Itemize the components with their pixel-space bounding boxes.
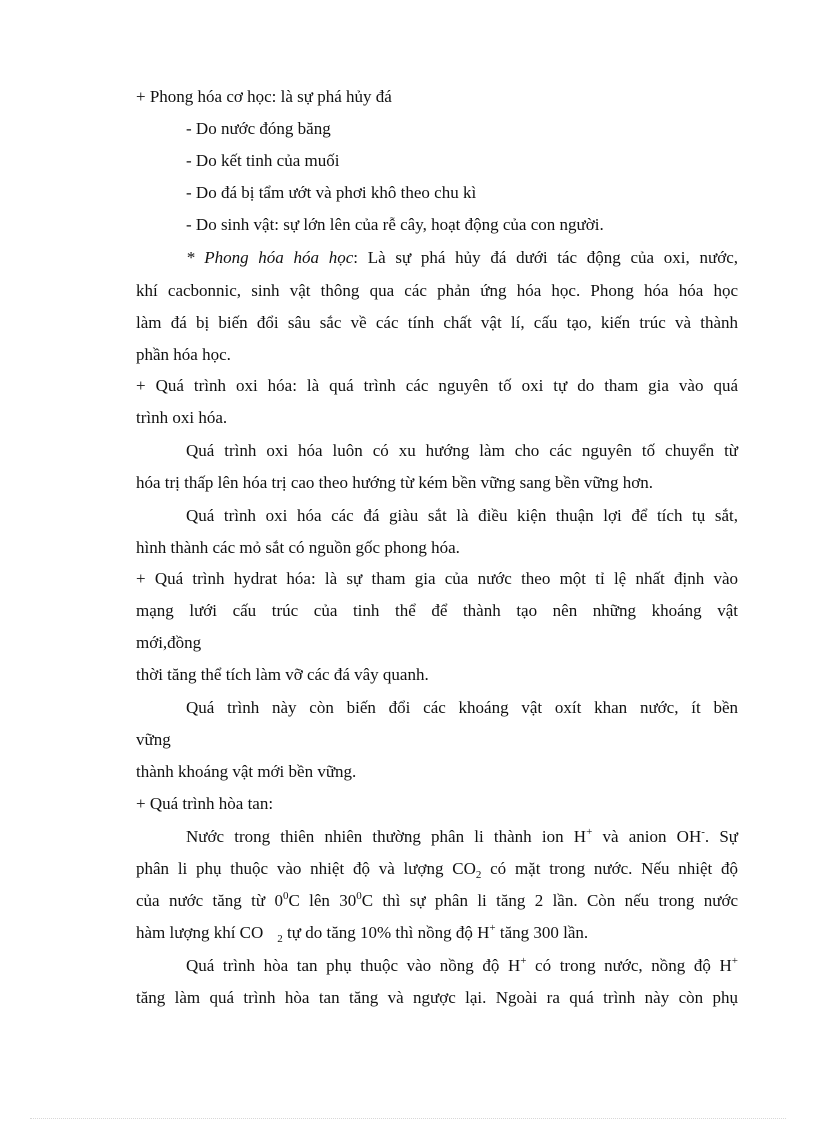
superscript: + xyxy=(489,922,496,934)
page-bottom-divider xyxy=(30,1118,786,1119)
list-item: - Do sinh vật: sự lớn lên của rễ cây, hoạt động của con người. xyxy=(186,215,604,234)
text-line xyxy=(186,956,738,976)
superscript: + xyxy=(520,955,527,967)
text-run: hàm lượng khí CO xyxy=(136,923,264,942)
text-run: có mặt trong nước. Nếu nhiệt độ xyxy=(481,859,739,878)
text-run: C thì sự phân li tăng 2 lần. Còn nếu trong nước xyxy=(361,891,739,910)
text-line xyxy=(136,923,738,943)
text-line: mới,đồng xyxy=(136,633,202,652)
text-run: tăng 300 lần. xyxy=(495,923,589,942)
text-line: thời tăng thể tích làm vỡ các đá vây quanh. xyxy=(136,665,429,684)
dissolution-heading: + Quá trình hòa tan: xyxy=(136,794,274,813)
text-line: hình thành các mỏ sắt có nguồn gốc phong hóa. xyxy=(136,538,460,557)
text-line: Quá trình oxi hóa luôn có xu hướng làm cho các nguyên tố chuyển từ xyxy=(186,441,738,460)
text-run: . Sự xyxy=(704,827,738,846)
list-item: - Do đá bị tẩm ướt và phơi khô theo chu kì xyxy=(186,183,477,202)
text-line: thành khoáng vật mới bền vững. xyxy=(136,762,357,781)
chemical-weathering-line xyxy=(186,248,738,268)
list-item: - Do nước đóng băng xyxy=(186,119,331,138)
text-run: có trong nước, nồng độ H xyxy=(526,956,732,975)
text-run: Quá trình hòa tan phụ thuộc vào nồng độ H xyxy=(186,956,521,975)
subscript: 2 xyxy=(277,933,283,945)
text-run: của nước tăng từ 0 xyxy=(136,891,283,910)
text-run: phân li phụ thuộc vào nhiệt độ và lượng CO xyxy=(136,859,476,878)
text-line: hóa trị thấp lên hóa trị cao theo hướng từ kém bền vững sang bền vững hơn. xyxy=(136,473,654,492)
text-line: phần hóa học. xyxy=(136,345,231,364)
text-run: Nước trong thiên nhiên thường phân li thành ion H xyxy=(186,827,587,846)
text-line: vững xyxy=(136,730,171,749)
superscript: 0 xyxy=(282,890,289,902)
text-line: Quá trình oxi hóa các đá giàu sắt là điều kiện thuận lợi để tích tụ sắt, xyxy=(186,506,738,525)
text-line: khí cacbonnic, sinh vật thông qua các phản ứng hóa học. Phong hóa hóa học xyxy=(136,281,738,300)
text-line: trình oxi hóa. xyxy=(136,408,228,427)
superscript: + xyxy=(731,955,738,967)
text-line: Quá trình này còn biến đổi các khoáng vật oxít khan nước, ít bền xyxy=(186,698,738,717)
superscript: 0 xyxy=(356,890,362,902)
text-line xyxy=(186,827,738,847)
text-line: làm đá bị biến đổi sâu sắc về các tính chất vật lí, cấu tạo, kiến trúc và thành xyxy=(136,313,738,332)
chemical-weathering-title: * Phong hóa hóa học xyxy=(186,248,354,267)
text-line xyxy=(136,891,738,911)
superscript: - xyxy=(701,826,705,838)
text-run: C lên 30 xyxy=(288,891,357,910)
text-run: và anion OH xyxy=(592,827,702,846)
text-line: mạng lưới cấu trúc của tinh thể để thành tạo nên những khoáng vật xyxy=(136,601,738,620)
text-run: tự do tăng 10% thì nồng độ H xyxy=(282,923,490,942)
subscript: 2 xyxy=(475,869,482,881)
hydration-heading: + Quá trình hydrat hóa: là sự tham gia của nước theo một tỉ lệ nhất định vào xyxy=(136,569,738,588)
list-item: - Do kết tinh của muối xyxy=(186,151,340,170)
mechanical-weathering-heading: + Phong hóa cơ học: là sự phá hủy đá xyxy=(136,87,392,106)
text-line xyxy=(136,859,738,879)
text-run: : Là sự phá hủy đá dưới tác động của oxi, nước, xyxy=(353,248,738,267)
text-line: tăng làm quá trình hòa tan tăng và ngược lại. Ngoài ra quá trình này còn phụ xyxy=(136,988,738,1007)
oxidation-heading: + Quá trình oxi hóa: là quá trình các nguyên tố oxi tự do tham gia vào quá xyxy=(136,376,738,395)
superscript: + xyxy=(586,826,593,838)
